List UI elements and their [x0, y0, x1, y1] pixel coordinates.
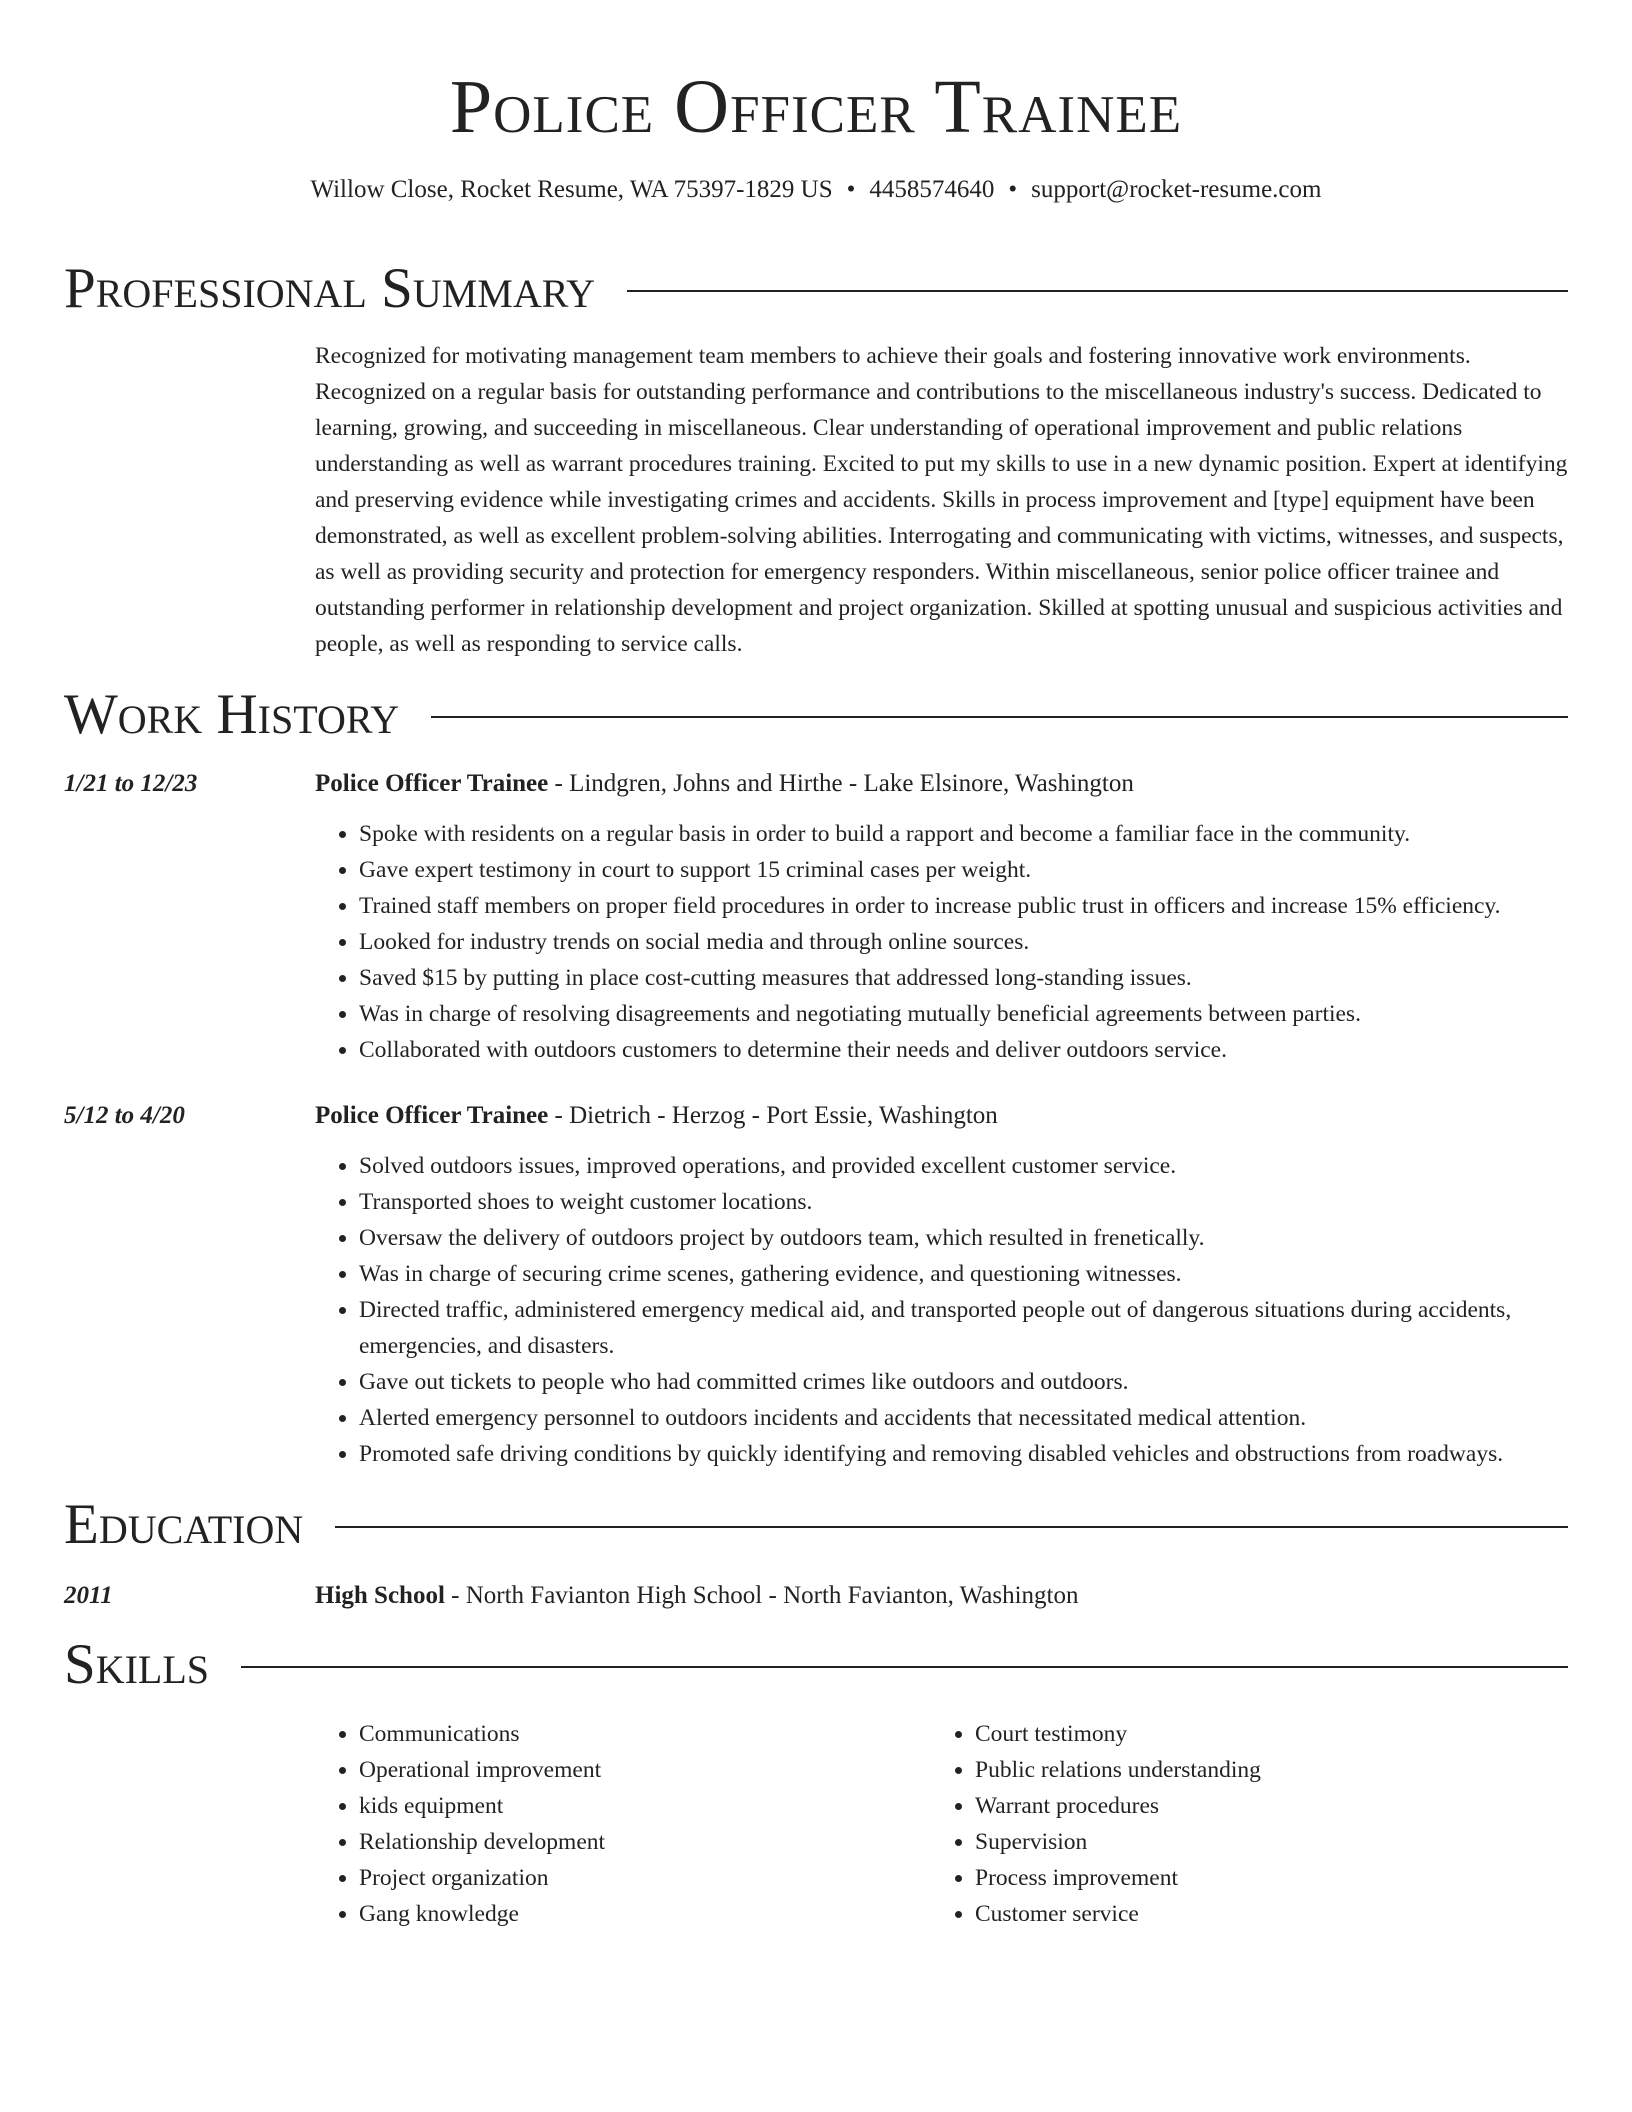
job-bullets	[315, 1148, 1568, 1472]
skill-item: • Supervision	[975, 1824, 1547, 1860]
skills-columns	[315, 1716, 1568, 1932]
job-employer: - Dietrich - Herzog - Port Essie, Washington	[548, 1102, 998, 1129]
job-bullet: • Promoted safe driving conditions by quickly identifying and removing disabled vehicles and obstructions from roadways.	[359, 1436, 1568, 1472]
job-bullet: • Alerted emergency personnel to outdoors incidents and accidents that necessitated medical attention.	[359, 1400, 1568, 1436]
job-entry	[64, 1098, 1568, 1472]
job-employer: - Lindgren, Johns and Hirthe - Lake Elsinore, Washington	[548, 770, 1134, 797]
contact-email: support@rocket-resume.com	[1031, 176, 1322, 203]
skill-item: • kids equipment	[359, 1788, 931, 1824]
skills-section-header	[64, 1632, 1568, 1698]
contact-phone: 4458574640	[869, 176, 995, 203]
education-heading: Education	[64, 1493, 304, 1556]
contact-line	[64, 174, 1568, 206]
skills-right-column	[931, 1716, 1547, 1932]
summary-text: Recognized for motivating management team members to achieve their goals and fostering innovative work environments. Recognized on a regular basis for outstanding performance and contributions to the miscellaneous industry's success. Dedicated to learning, growing, and succeeding in miscellaneous. Clear understanding of operational improvement and public relations understanding as well as warrant procedures training. Excited to put my skills to use in a new dynamic position. Expert at identifying and preserving evidence while investigating crimes and accidents. Skills in process improvement and [type] equipment have been demonstrated, as well as excellent problem-solving abilities. Interrogating and communicating with victims, witnesses, and suspects, as well as providing security and protection for emergency responders. Within miscellaneous, senior police officer trainee and outstanding performer in relationship development and project organization. Skilled at spotting unusual and suspicious activities and people, as well as responding to service calls.	[315, 343, 1568, 657]
work-heading: Work History	[64, 683, 400, 746]
job-bullet: • Gave out tickets to people who had committed crimes like outdoors and outdoors.	[359, 1364, 1568, 1400]
job-title-line	[315, 766, 1568, 802]
resume-page	[64, 0, 1568, 1932]
section-divider	[335, 1526, 1568, 1528]
job-dates: 5/12 to 4/20	[64, 1102, 185, 1129]
job-bullets	[315, 816, 1568, 1068]
job-bullet: • Transported shoes to weight customer locations.	[359, 1184, 1568, 1220]
skill-item: • Communications	[359, 1716, 931, 1752]
education-degree: High School	[315, 1582, 445, 1609]
job-title: Police Officer Trainee	[315, 1102, 549, 1129]
education-body	[315, 1578, 1568, 1614]
skill-item: • Warrant procedures	[975, 1788, 1547, 1824]
job-body	[315, 766, 1568, 1068]
job-bullet: • Directed traffic, administered emergency medical aid, and transported people out of dangerous situations during accidents, emergencies, and disasters.	[359, 1292, 1568, 1364]
job-bullet: • Looked for industry trends on social media and through online sources.	[359, 924, 1568, 960]
job-bullet: • Solved outdoors issues, improved operations, and provided excellent customer service.	[359, 1148, 1568, 1184]
job-title-line	[315, 1098, 1568, 1134]
skill-item: • Project organization	[359, 1860, 931, 1896]
education-section-header	[64, 1492, 1568, 1558]
skill-item: • Public relations understanding	[975, 1752, 1547, 1788]
work-section-header	[64, 682, 1568, 748]
job-title: Police Officer Trainee	[315, 770, 549, 797]
job-bullet: • Gave expert testimony in court to support 15 criminal cases per weight.	[359, 852, 1568, 888]
education-year: 2011	[64, 1582, 113, 1609]
contact-separator: •	[846, 176, 856, 203]
skill-item: • Customer service	[975, 1896, 1547, 1932]
job-dates: 1/21 to 12/23	[64, 770, 198, 797]
education-title-line	[315, 1578, 1568, 1614]
candidate-name: Police Officer Trainee	[449, 65, 1183, 149]
contact-separator: •	[1008, 176, 1018, 203]
job-bullet: • Saved $15 by putting in place cost-cutting measures that addressed long-standing issues.	[359, 960, 1568, 996]
section-divider	[431, 716, 1568, 718]
job-bullet: • Oversaw the delivery of outdoors project by outdoors team, which resulted in frenetically.	[359, 1220, 1568, 1256]
job-bullet: • Trained staff members on proper field procedures in order to increase public trust in officers and increase 15% efficiency.	[359, 888, 1568, 924]
job-bullet: • Collaborated with outdoors customers to determine their needs and deliver outdoors service.	[359, 1032, 1568, 1068]
skill-item: • Gang knowledge	[359, 1896, 931, 1932]
skills-heading: Skills	[64, 1633, 210, 1696]
summary-section-header	[64, 256, 1568, 322]
skill-item: • Operational improvement	[359, 1752, 931, 1788]
section-divider	[241, 1666, 1568, 1668]
summary-heading: Professional Summary	[64, 257, 596, 320]
job-bullet: • Was in charge of securing crime scenes, gathering evidence, and questioning witnesses.	[359, 1256, 1568, 1292]
skill-item: • Relationship development	[359, 1824, 931, 1860]
education-school: - North Favianton High School - North Favianton, Washington	[444, 1582, 1079, 1609]
job-bullet: • Spoke with residents on a regular basis in order to build a rapport and become a familiar face in the community.	[359, 816, 1568, 852]
education-entry	[64, 1578, 1568, 1614]
section-divider	[627, 290, 1568, 292]
contact-address: Willow Close, Rocket Resume, WA 75397-1829 US	[310, 176, 833, 203]
skill-item: • Court testimony	[975, 1716, 1547, 1752]
job-entry	[64, 766, 1568, 1068]
skill-item: • Process improvement	[975, 1860, 1547, 1896]
job-bullet: • Was in charge of resolving disagreements and negotiating mutually beneficial agreements between parties.	[359, 996, 1568, 1032]
skills-left-column	[315, 1716, 931, 1932]
job-body	[315, 1098, 1568, 1472]
